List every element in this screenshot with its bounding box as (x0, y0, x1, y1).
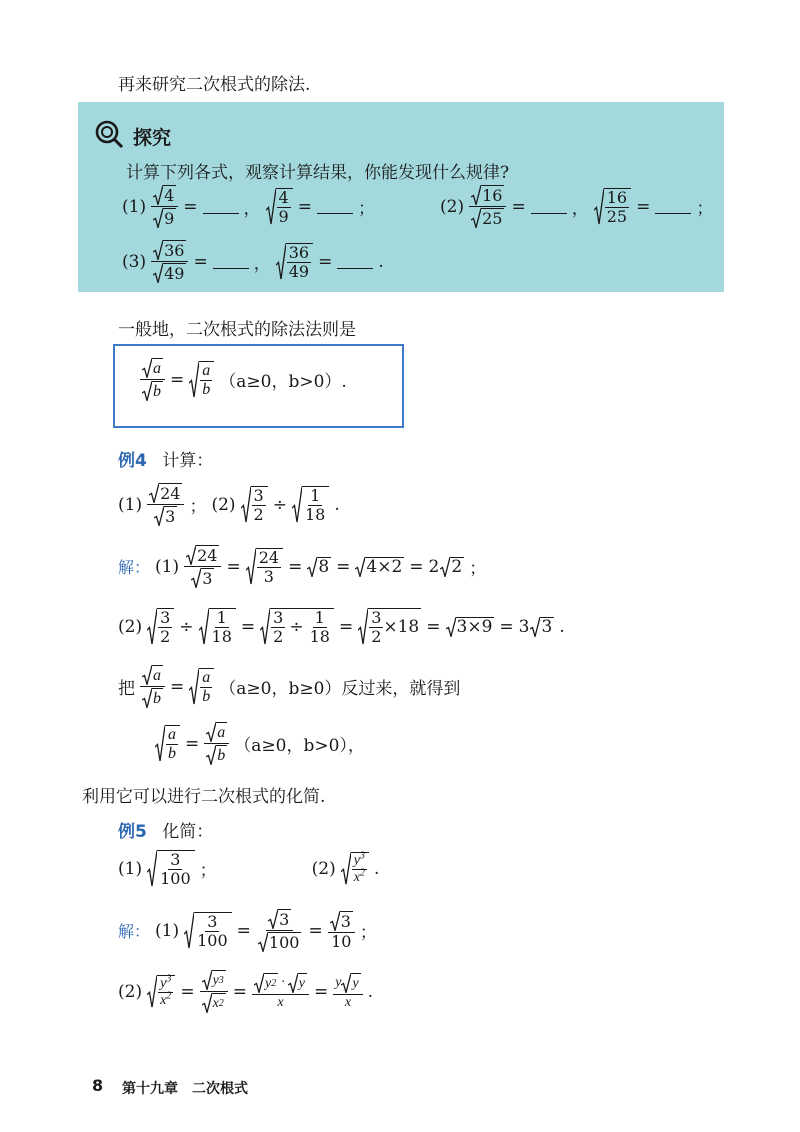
fraction: $\frac{1}{18}$ (211, 608, 232, 646)
fraction (151, 240, 188, 283)
fraction: $\frac{a}{b}$ (202, 669, 211, 705)
radical-sign-icon (191, 568, 201, 588)
fraction: $\frac{a}{b}$ (168, 726, 176, 762)
square-root: 3 (191, 568, 214, 588)
fraction: $\frac{1}{18}$ (309, 608, 330, 646)
radical-sign-icon (330, 911, 340, 931)
radical-sign-icon (471, 208, 481, 228)
square-root (189, 668, 214, 705)
fraction: $\frac{y^3}{x^2}$ (353, 850, 365, 885)
magnifier-at-icon (94, 119, 124, 154)
fraction (147, 483, 184, 526)
square-root (147, 608, 174, 645)
fraction: $\frac{3}{2}$ (273, 608, 284, 646)
radical-sign-icon (147, 850, 157, 887)
radical-sign-icon (147, 608, 157, 645)
fraction: $\frac{3}{100}$ (197, 912, 228, 950)
explore-prompt: 计算下列各式，观察计算结果，你能发现什么规律? (126, 163, 510, 183)
radical-sign-icon (341, 852, 351, 885)
example-4-prompt: 计算： (162, 451, 214, 471)
example-5-label: 例5 (118, 822, 147, 842)
example-5-solution-1: 解： (1) $\frac{3}{100}$ = $\frac{3}{100}$ = $\frac{3}{10}$ ； (118, 909, 377, 952)
square-root: y 3 (202, 970, 226, 990)
square-root (147, 850, 195, 887)
square-root (594, 188, 631, 225)
square-root (246, 548, 283, 585)
radical-sign-icon (189, 361, 199, 398)
square-root (241, 486, 268, 523)
square-root: 100 (258, 932, 302, 952)
radical-sign-icon (341, 973, 351, 993)
square-root: 24 (149, 483, 182, 503)
fraction: $\frac{4}{9}$ (278, 188, 289, 226)
radical-sign-icon (199, 608, 209, 645)
division-rule-formula: $\frac{a}{b}$ = $\frac{a}{b}$ （a≥0，b>0）. (140, 358, 347, 401)
square-root: 49 (153, 263, 186, 283)
radical-sign-icon (202, 993, 212, 1013)
radical-sign-icon (292, 486, 302, 523)
rule-intro: 一般地，二次根式的除法法则是 (118, 320, 356, 340)
radical-sign-icon (440, 557, 450, 577)
square-root: 3 (154, 506, 177, 526)
example-5-solution-2: (2) $\frac{y^3}{x^2}$ = y 3 x 2 = y 2 · y x = y y x . (118, 970, 373, 1013)
square-root: a (142, 358, 163, 378)
square-root: a (142, 665, 163, 685)
square-root: 16 (471, 185, 504, 205)
reverse-formula: $\frac{a}{b}$ = $\frac{a}{b}$ （a≥0，b>0）， (155, 722, 365, 765)
radical-sign-icon (530, 617, 540, 637)
explore-item-1: (1) $\frac{4}{9}$ = ， $\frac{4}{9}$ = ； (122, 185, 375, 228)
example-4-header (118, 446, 213, 471)
radical-sign-icon (307, 557, 317, 577)
radical-sign-icon (153, 208, 163, 228)
square-root (155, 725, 180, 762)
square-root: 2 (440, 557, 464, 577)
fraction (140, 665, 165, 708)
square-root: $\frac{3}{2}$ ×18 (358, 608, 421, 645)
square-root (292, 486, 329, 523)
radical-sign-icon (266, 188, 276, 225)
radical-sign-icon (142, 688, 152, 708)
example-4-question: (1) $\frac{24}{3}$ ； (2) $\frac{3}{2}$ ÷ $\frac{1}{18}$ . (118, 483, 340, 526)
radical-sign-icon (241, 486, 251, 523)
explore-item-3: (3) $\frac{36}{49}$ = ， $\frac{36}{49}$ = . (122, 240, 384, 283)
radical-sign-icon (142, 358, 152, 378)
radical-sign-icon (471, 185, 481, 205)
radical-sign-icon (153, 240, 163, 260)
solution-label: 解： (118, 922, 151, 941)
fraction (200, 970, 228, 1013)
radical-sign-icon (184, 912, 194, 949)
square-root (199, 608, 236, 645)
radical-sign-icon (446, 617, 456, 637)
fraction: $\frac{24}{3}$ (258, 548, 280, 586)
fraction: $\frac{y^3}{x^2}$ (160, 973, 172, 1008)
square-root: 3 (530, 617, 554, 637)
square-root: 3 (268, 909, 291, 929)
square-root (184, 912, 232, 949)
radical-sign-icon (153, 263, 163, 283)
square-root: 4×2 (355, 557, 404, 577)
radical-sign-icon (254, 973, 264, 993)
radical-sign-icon (246, 548, 256, 585)
radical-sign-icon (268, 909, 278, 929)
example-4-solution-2: (2) $\frac{3}{2}$ ÷ $\frac{1}{18}$ = $\frac{3}{2}$ ÷ $\frac{1}{18}$ = $\frac{3}{2}$ ×18 = 3×9 = 3 3 . (118, 608, 565, 646)
chapter-title: 第十九章 二次根式 (122, 1081, 248, 1097)
square-root: 3 (330, 911, 353, 931)
example-5-prompt: 化简： (162, 822, 214, 842)
fraction (469, 185, 506, 228)
radical-sign-icon (147, 975, 157, 1008)
radical-sign-icon (258, 932, 268, 952)
square-root: 3×9 (446, 617, 495, 637)
fraction: $\frac{3}{2}$ (253, 486, 264, 524)
fraction: $\frac{1}{18}$ (304, 486, 326, 524)
radical-sign-icon (288, 973, 298, 993)
fraction: $\frac{3}{2}$ (160, 608, 171, 646)
square-root: 4 (153, 185, 176, 205)
radical-sign-icon (355, 557, 365, 577)
example-4-label: 例4 (118, 451, 147, 471)
square-root (189, 361, 214, 398)
radical-sign-icon (206, 745, 216, 765)
square-root (341, 852, 369, 885)
square-root: y (288, 973, 307, 993)
example-5-header (118, 817, 213, 842)
radical-sign-icon (276, 243, 286, 280)
fraction: $\frac{36}{49}$ (288, 243, 310, 281)
square-root: b (142, 381, 163, 401)
square-root: 9 (153, 208, 176, 228)
square-root: y 2 (254, 973, 278, 993)
reverse-sentence: 把 $\frac{a}{b}$ = $\frac{a}{b}$ （a≥0，b≥0）反过来，就得到 (118, 666, 461, 707)
square-root: 36 (153, 240, 186, 260)
square-root: b (142, 688, 163, 708)
radical-sign-icon (186, 545, 196, 565)
fraction (184, 545, 221, 588)
radical-sign-icon (142, 381, 152, 401)
radical-sign-icon (142, 665, 152, 685)
square-root: b (206, 745, 227, 765)
example-4-solution-1: 解： (1) $\frac{24}{3}$ = $\frac{24}{3}$ = 8 = 4×2 = 2 2 ； (118, 545, 487, 588)
radical-sign-icon (594, 188, 604, 225)
square-root: 25 (471, 208, 504, 228)
square-root (147, 975, 175, 1008)
square-root: 8 (307, 557, 331, 577)
radical-sign-icon (202, 970, 212, 990)
radical-sign-icon (189, 668, 199, 705)
square-root: x 2 (202, 993, 226, 1013)
fraction (140, 358, 165, 401)
explore-header (94, 119, 171, 154)
square-root: a (206, 722, 227, 742)
square-root: 24 (186, 545, 219, 565)
square-root (266, 188, 293, 225)
fraction (151, 185, 178, 228)
example-5-question: (1) $\frac{3}{100}$ ； (2) $\frac{y^3}{x^2}$ . (118, 850, 380, 888)
square-root: $\frac{3}{2}$ ÷ $\frac{1}{18}$ (260, 608, 334, 645)
fraction: y 2 · y x (252, 973, 309, 1010)
fraction: $\frac{3}{100}$ (160, 850, 191, 888)
fraction: $\frac{3}{2}$ (371, 608, 382, 646)
fraction (204, 722, 229, 765)
fraction: y y x (333, 973, 362, 1010)
radical-sign-icon (155, 725, 165, 762)
fraction: $\frac{16}{25}$ (606, 188, 628, 226)
fraction (256, 909, 304, 952)
intro-text: 再来研究二次根式的除法. (118, 75, 311, 95)
square-root (276, 243, 313, 280)
fraction: $\frac{a}{b}$ (202, 362, 211, 398)
fraction: $\frac{3}{10}$ (328, 911, 355, 950)
radical-sign-icon (153, 185, 163, 205)
radical-sign-icon (149, 483, 159, 503)
explore-item-2: (2) $\frac{16}{25}$ = ， $\frac{16}{25}$ = ； (440, 185, 714, 228)
radical-sign-icon (154, 506, 164, 526)
page-number: 8 (92, 1076, 104, 1095)
radical-sign-icon (206, 722, 216, 742)
radical-sign-icon (260, 608, 270, 645)
solution-label: 解： (118, 558, 151, 577)
explore-title: 探究 (133, 127, 172, 149)
simplify-note: 利用它可以进行二次根式的化简. (82, 787, 326, 807)
square-root: y (341, 973, 360, 993)
radical-sign-icon (358, 608, 368, 645)
